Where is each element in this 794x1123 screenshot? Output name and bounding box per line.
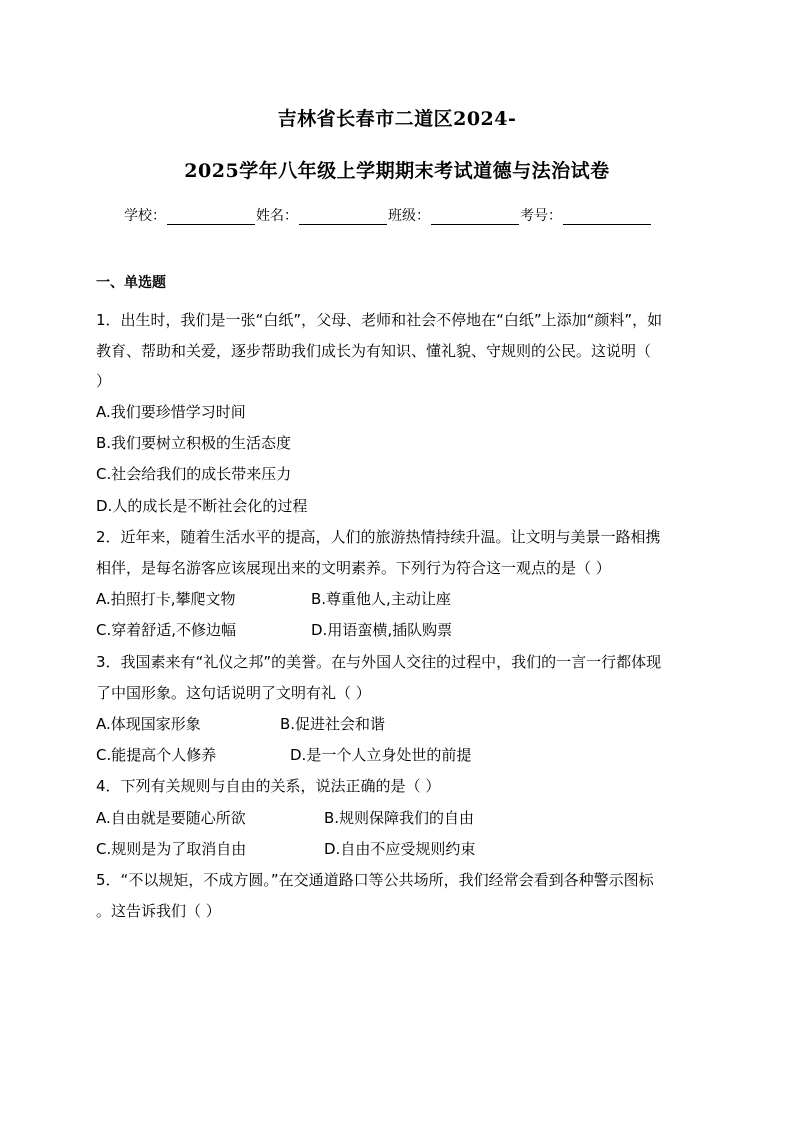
question-1-option-b: B.我们要树立积极的生活态度: [96, 434, 292, 452]
name-blank[interactable]: [299, 210, 387, 225]
question-3-line-1: 3．我国素来有“礼仪之邦”的美誉。在与外国人交往的过程中，我们的一言一行都体现: [96, 653, 662, 671]
exam-number-blank[interactable]: [563, 210, 651, 225]
question-2-option-c: C.穿着舒适,不修边幅: [96, 621, 237, 639]
question-3-options-row-2: [96, 745, 471, 765]
question-1-option-c: C.社会给我们的成长带来压力: [96, 465, 292, 483]
question-2-options-row-1: [96, 589, 451, 609]
question-4-option-d: D.自由不应受规则约束: [324, 840, 476, 858]
exam-title-line1: 吉林省长春市二道区2024-: [277, 108, 517, 130]
class-blank[interactable]: [431, 210, 519, 225]
exam-number-label: 考号：: [520, 208, 562, 224]
question-2-option-b: B.尊重他人,主动让座: [311, 590, 451, 608]
question-4-line-1: 4．下列有关规则与自由的关系，说法正确的是（ ）: [96, 777, 441, 795]
question-1-option-d: D.人的成长是不断社会化的过程: [96, 497, 308, 515]
question-1-line-2: 教育、帮助和关爱，逐步帮助我们成长为有知识、懂礼貌、守规则的公民。这说明（: [96, 342, 652, 360]
name-label: 姓名：: [256, 208, 298, 224]
student-info-row: [124, 205, 652, 225]
section-heading: 一、单选题: [96, 275, 166, 291]
school-label: 学校：: [124, 208, 166, 224]
question-3-option-b: B.促进社会和谐: [280, 715, 386, 733]
question-4-option-c: C.规则是为了取消自由: [96, 840, 247, 858]
school-blank[interactable]: [167, 210, 255, 225]
question-2-option-d: D.用语蛮横,插队购票: [311, 621, 453, 639]
question-4-options-row-2: [96, 839, 475, 859]
question-2-line-2: 相伴，是每名游客应该展现出来的文明素养。下列行为符合这一观点的是（ ）: [96, 559, 611, 577]
question-4-option-b: B.规则保障我们的自由: [324, 809, 475, 827]
class-label: 班级：: [388, 208, 430, 224]
question-2-options-row-2: [96, 620, 452, 640]
question-4-option-a: A.自由就是要随心所欲: [96, 809, 246, 827]
question-3-option-a: A.体现国家形象: [96, 715, 201, 733]
question-1-line-1: 1．出生时，我们是一张“白纸”，父母、老师和社会不停地在“白纸”上添加“颜料”，如: [96, 311, 663, 329]
question-3-option-d: D.是一个人立身处世的前提: [290, 746, 472, 764]
question-4-options-row-1: [96, 808, 474, 828]
question-3-options-row-1: [96, 714, 385, 734]
question-2-option-a: A.拍照打卡,攀爬文物: [96, 590, 236, 608]
question-1-option-a: A.我们要珍惜学习时间: [96, 403, 246, 421]
exam-title-line2: 2025学年八年级上学期期末考试道德与法治试卷: [184, 160, 610, 182]
question-3-line-2: 了中国形象。这句话说明了文明有礼（ ）: [96, 684, 371, 702]
question-2-line-1: 2．近年来，随着生活水平的提高，人们的旅游热情持续升温。让文明与美景一路相携: [96, 528, 661, 546]
question-5-line-2: 。这告诉我们（ ）: [96, 902, 221, 920]
question-5-line-1: 5．“不以规矩，不成方圆。”在交通道路口等公共场所，我们经常会看到各种警示图标: [96, 871, 654, 889]
question-1-line-3: ）: [96, 372, 112, 390]
question-3-option-c: C.能提高个人修养: [96, 746, 217, 764]
